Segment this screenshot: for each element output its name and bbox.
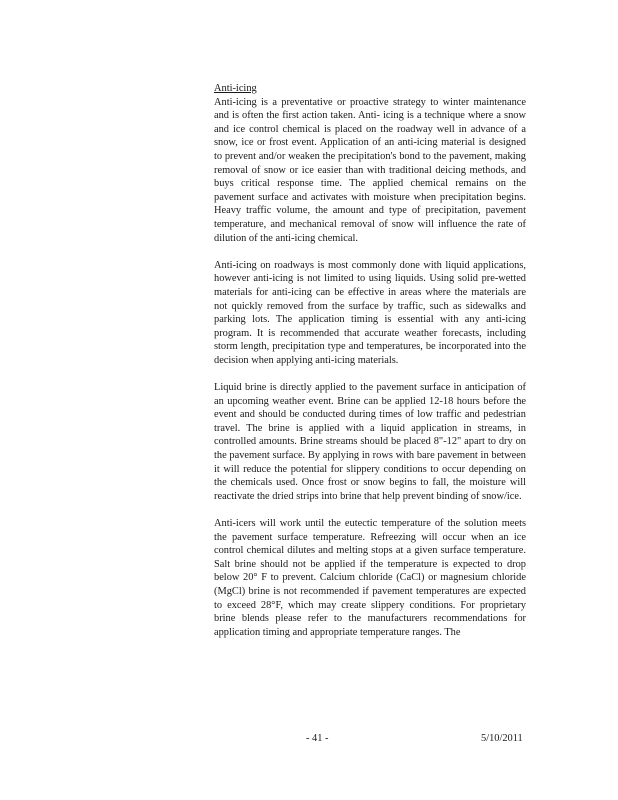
page-content (214, 82, 526, 653)
footer-date: 5/10/2011 (481, 733, 523, 744)
paragraph-liquid-brine: Liquid brine is directly applied to the pavement surface in anticipation of an upcoming weather event. Brine can be applied 12-18 hours before the event and should be conducted during times of low traffic and pedestrian travel. The brine is applied with a liquid application in streams, in controlled amounts. Brine streams should be placed 8"-12" apart to dry on the pavement surface. By applying in rows with bare pavement in between it will reduce the potential for slippery conditions to occur depending on the chemicals used. Once frost or snow begins to fall, the moisture will reactivate the dried strips into brine that help prevent binding of snow/ice. (214, 382, 526, 502)
paragraph-anti-icers-temperature: Anti-icers will work until the eutectic temperature of the solution meets the pavement surface temperature. Refreezing will occur when an ice control chemical dilutes and melting stops at a given surface temperature. Salt brine should not be applied if the temperature is expected to drop below 20° F to prevent. Calcium chloride (CaCl) or magnesium chloride (MgCl) brine is not recommended if pavement temperatures are expected to exceed 28°F, which may create slippery conditions. For proprietary brine blends please refer to the manufacturers recommendations for application timing and appropriate temperature ranges. The (214, 518, 526, 638)
paragraph-roadway-applications: Anti-icing on roadways is most commonly done with liquid applications, however anti-icing is not limited to using liquids. Using solid pre-wetted materials for anti-icing can be effective in areas where the materials are not quickly removed from the surface by traffic, such as sidewalks and parking lots. The application timing is essential with any anti-icing program. It is recommended that accurate weather forecasts, including storm length, precipitation type and temperatures, be incorporated into the decision when applying anti-icing materials. (214, 259, 526, 366)
section-heading: Anti-icing (214, 83, 257, 94)
paragraph-intro: Anti-icing is a preventative or proactive strategy to winter maintenance and is often the first action taken. Anti- icing is a technique where a snow and ice control chemical is placed on the roadway well in advance of a snow, ice or frost event. Application of an anti-icing material is designed to prevent and/or weaken the precipitation's bond to the pavement, making removal of snow or ice easier than with traditional deicing methods, and buys critical response time. The applied chemical remains on the pavement surface and activates with moisture when precipitation begins. Heavy traffic volume, the amount and type of precipitation, pavement temperature, and mechanical removal of snow will influence the rate of dilution of the anti-icing chemical. (214, 96, 526, 244)
page-number: - 41 - (306, 733, 329, 744)
